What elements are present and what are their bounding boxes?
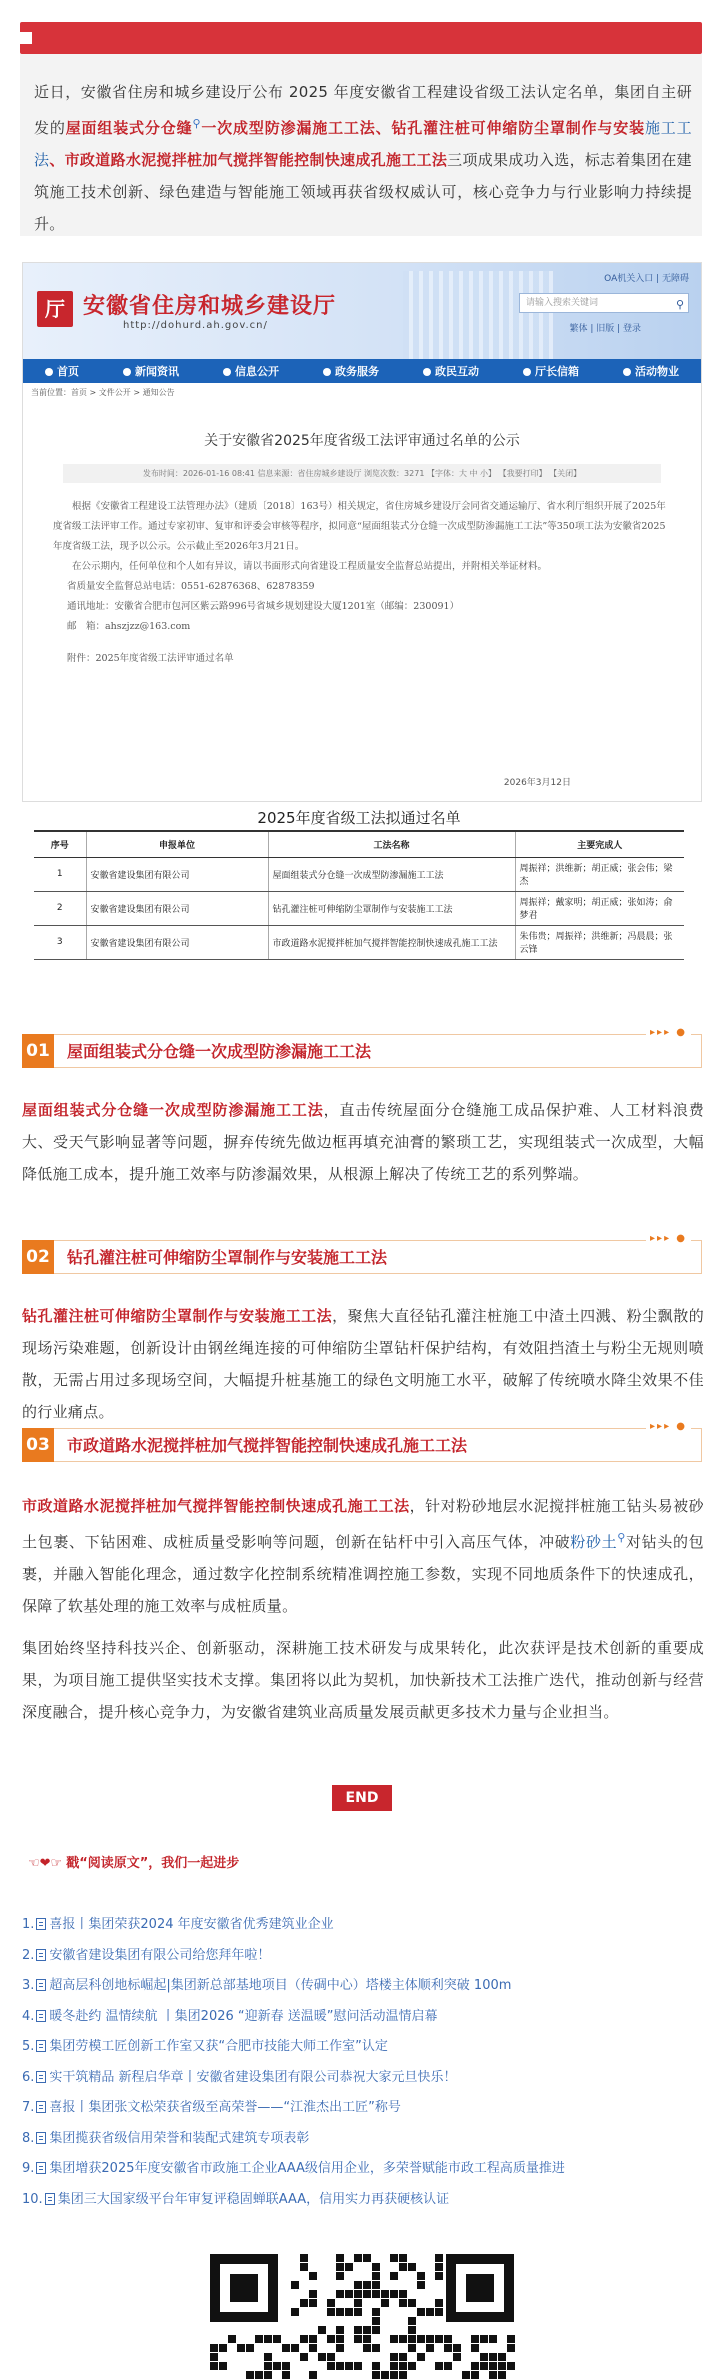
notice-title: 关于安徽省2025年度省级工法评审通过名单的公示	[204, 433, 520, 449]
section-lead: 屋面组装式分仓缝一次成型防渗漏施工工法	[22, 1101, 324, 1119]
document-icon	[45, 2193, 55, 2205]
qr-code-icon	[206, 2250, 518, 2380]
section-lead: 市政道路水泥搅拌桩加气搅拌智能控制快速成孔施工工法	[22, 1497, 410, 1515]
section-lead: 钻孔灌注桩可伸缩防尘罩制作与安装施工工法	[22, 1307, 333, 1325]
chevron-decoration-icon: ▸▸▸ ●	[646, 1421, 691, 1432]
document-icon	[36, 1918, 46, 1930]
nav-item-info[interactable]: 信息公开	[223, 363, 279, 379]
nav-dot-icon	[323, 368, 331, 376]
table-cell: 安徽省建设集团有限公司	[86, 891, 268, 925]
table-cell: 3	[34, 925, 86, 959]
document-icon	[36, 1979, 46, 1991]
table-row	[34, 891, 684, 925]
table-row	[34, 925, 684, 959]
site-url: http://dohurd.ah.gov.cn/	[123, 320, 268, 331]
intro-text-1: 近日，安徽省住房和城乡建设厅公布 2025 年度安徽省工程建设省级工法认定名单，集团自主研发的	[34, 83, 692, 137]
intro-sep-2: 、	[49, 151, 65, 169]
nav-item-services[interactable]: 政务服务	[323, 363, 379, 379]
closing-paragraph: 集团始终坚持科技兴企、创新驱动，深耕施工技术研发与成果转化，此次获评是技术创新的重要成果，为项目施工提供坚实技术支撑。集团将以此为契机，加快新技术工法推广迭代，推动创新与经营深度融合，提升核心竞争力，为安徽省建筑业高质量发展贡献更多技术力量与企业担当。	[22, 1639, 704, 1721]
list-item[interactable]: 5. 集团劳模工匠创新工作室又获“合肥市技能大师工作室”认定	[22, 2039, 388, 2054]
top-banner-marker	[20, 32, 32, 44]
intro-highlight-1: 屋面组装式分仓缝	[65, 119, 193, 137]
section-text: ，直击传统屋面分仓缝施工成品保护难、人工材料浪费大、受天气影响显著等问题，摒弃传统先做边框再填充油膏的繁琐工艺，实现组装式一次成型，大幅降低施工成本，提升施工效率与防渗漏效果，从根源上解决了传统工艺的系列弊端。	[22, 1101, 705, 1183]
list-item[interactable]: 9. 集团增获2025年度安徽省市政施工企业AAA级信用企业，多荣誉赋能市政工程高质量推进	[22, 2161, 565, 2176]
nav-dot-icon	[523, 368, 531, 376]
col-header: 序号	[34, 831, 86, 857]
site-search-input[interactable]	[519, 293, 689, 313]
search-icon[interactable]: ⚲	[192, 117, 201, 130]
intro-box	[20, 54, 702, 236]
col-header: 工法名称	[268, 831, 515, 857]
approved-list-title: 2025年度省级工法拟通过名单	[257, 809, 461, 827]
table-cell: 1	[34, 857, 86, 891]
list-item[interactable]: 1. 喜报丨集团荣获2024 年度安徽省优秀建筑业企业	[22, 1917, 334, 1932]
section-paragraph-03	[22, 1490, 704, 1622]
document-icon	[36, 1949, 46, 1961]
read-cta-text: 戳“阅读原文”，我们一起进步	[66, 1856, 240, 1871]
building-graphic	[403, 271, 553, 359]
table-cell: 钻孔灌注桩可伸缩防尘罩制作与安装施工工法	[268, 891, 515, 925]
site-top-links[interactable]: OA机关入口 | 无障碍	[604, 274, 689, 284]
section-header-03	[22, 1421, 702, 1462]
site-search-placeholder: 请输入搜索关键词	[526, 298, 599, 308]
section-text: ，聚焦大直径钻孔灌注桩施工中渣土四溅、粉尘飘散的现场污染难题，创新设计由钢丝绳连接的可伸缩防尘罩钻杆保护结构，有效阻挡渣土与粉尘无规则喷散，无需占用过多现场空间，大幅提升桩基施工的绿色文明施工水平，破解了传统喷水降尘效果不佳的行业痛点。	[22, 1307, 704, 1421]
col-header: 申报单位	[86, 831, 268, 857]
nav-dot-icon	[423, 368, 431, 376]
section-number: 01	[22, 1034, 54, 1068]
intro-highlight-3: 市政道路水泥搅拌桩加气搅拌智能控制快速成孔施工工法	[64, 151, 448, 169]
notice-contact-email: 邮 箱：ahszjzz@163.com	[67, 621, 191, 632]
section-number: 02	[22, 1240, 54, 1274]
list-item[interactable]: 2. 安徽省建设集团有限公司给您拜年啦！	[22, 1947, 271, 1963]
section-header-01	[22, 1027, 702, 1068]
section-number: 03	[22, 1428, 54, 1462]
nav-dot-icon	[223, 368, 231, 376]
read-original-cta[interactable]	[28, 1852, 239, 1871]
table-cell: 安徽省建设集团有限公司	[86, 857, 268, 891]
search-icon[interactable]: ⚲	[617, 1531, 626, 1544]
list-item[interactable]: 4. 暖冬赴约 温情续航 丨集团2026 “迎新春 送温暖”慰问活动温情启幕	[22, 2008, 438, 2024]
document-icon	[36, 2101, 46, 2113]
breadcrumb: 当前位置：首页 > 文件公开 > 通知公告	[31, 388, 175, 397]
intro-highlight-1b: 一次成型防渗漏施工工法	[200, 119, 376, 137]
notice-screenshot	[22, 262, 702, 802]
notice-paragraph-1: 根据《安徽省工程建设工法管理办法》（建质〔2018〕163号）相关规定，省住房城乡建设厅会同省交通运输厅、省水利厅组织开展了2025年度省级工法评审工作。通过专家初审、复审和评委会审核等程序，拟同意“屋面组装式分仓缝一次成型防渗漏施工工法”等350项工法为安徽省2025年度省级工法，现予以公示。公示截止至2026年3月21日。	[53, 501, 666, 552]
chevron-decoration-icon: ▸▸▸ ●	[646, 1233, 691, 1244]
section-paragraph-02	[22, 1300, 704, 1428]
table-cell: 市政道路水泥搅拌桩加气搅拌智能控制快速成孔施工工法	[268, 925, 515, 959]
list-item[interactable]: 6. 实干筑精品 新程启华章丨安徽省建设集团有限公司恭祝大家元旦快乐！	[22, 2069, 457, 2085]
nav-item-news[interactable]: 新闻资讯	[123, 363, 179, 379]
section-paragraph-01	[22, 1094, 704, 1190]
notice-date: 2026年3月12日	[503, 778, 571, 788]
document-icon	[36, 2071, 46, 2083]
col-header: 主要完成人	[515, 831, 684, 857]
section-title: 市政道路水泥搅拌桩加气搅拌智能控制快速成孔施工工法	[67, 1436, 468, 1455]
nav-dot-icon	[45, 368, 53, 376]
table-cell: 屋面组装式分仓缝一次成型防渗漏施工工法	[268, 857, 515, 891]
section-text: ，针对粉砂地层水泥搅拌桩施工钻头易被砂土包裹、下钻困难、成桩质量受影响等问题，创新在钻杆中引入高压气体，冲破	[22, 1497, 704, 1551]
section-title: 屋面组装式分仓缝一次成型防渗漏施工工法	[67, 1042, 372, 1061]
table-cell: 周振祥；戴家明；胡正威；张如涛；俞梦君	[515, 891, 684, 925]
approved-list	[34, 806, 684, 960]
intro-highlight-2: 钻孔灌注桩可伸缩防尘罩制作与安装	[391, 119, 645, 137]
document-icon	[36, 2040, 46, 2052]
nav-item-activities[interactable]: 活动物业	[623, 363, 679, 379]
intro-link-2b[interactable]: 施工工法	[34, 119, 692, 169]
search-icon[interactable]: ⚲	[675, 298, 684, 311]
approved-table	[34, 830, 684, 960]
site-title: 安徽省住房和城乡建设厅	[83, 294, 337, 319]
site-nav	[23, 359, 701, 383]
intro-text-2: 三项成果成功入选，标志着集团在建筑施工技术创新、绿色建造与智能施工领域再获省级权威认可，核心竞争力与行业影响力持续提升。	[34, 151, 692, 233]
nav-dot-icon	[123, 368, 131, 376]
table-header-row	[34, 831, 684, 857]
site-logo: 厅	[37, 291, 73, 327]
qr-code-image	[206, 2250, 518, 2380]
site-sub-links[interactable]: 繁体 | 旧版 | 登录	[569, 324, 641, 334]
notice-contact-phone: 省质量安全监督总站电话：0551-62876368、62878359	[67, 581, 315, 592]
top-banner-bar	[20, 22, 702, 54]
document-icon	[36, 2010, 46, 2022]
section-title: 钻孔灌注桩可伸缩防尘罩制作与安装施工工法	[67, 1248, 388, 1267]
intro-paragraph	[34, 76, 692, 240]
nav-dot-icon	[623, 368, 631, 376]
hand-heart-icon: ☜❤☞	[28, 1856, 63, 1871]
table-cell: 朱伟贵；周振祥；洪维新；冯晨晨；张云锋	[515, 925, 684, 959]
table-cell: 安徽省建设集团有限公司	[86, 925, 268, 959]
notice-attachment[interactable]: 附件：2025年度省级工法评审通过名单	[67, 653, 234, 664]
table-cell: 2	[34, 891, 86, 925]
document-icon	[36, 2132, 46, 2144]
intro-sep-1: 、	[375, 119, 392, 137]
nav-item-interaction[interactable]: 政民互动	[423, 363, 479, 379]
list-item[interactable]: 7. 喜报丨集团张文松荣获省级至高荣誉——“江淮杰出工匠”称号	[22, 2100, 401, 2115]
nav-item-mailbox[interactable]: 厅长信箱	[523, 363, 579, 379]
related-links-list	[22, 1910, 712, 2215]
notice-paragraph-2: 在公示期内，任何单位和个人如有异议，请以书面形式向省建设工程质量安全监督总站提出，并附相关举证材料。	[72, 561, 548, 572]
site-header	[23, 263, 701, 359]
section-text: 对钻头的包裹，并融入智能化理念，通过数字化控制系统精准调控施工参数，实现不同地质条件下的快速成孔，保障了软基处理的施工效率与成桩质量。	[22, 1533, 704, 1615]
list-item[interactable]: 10. 集团三大国家级平台年审复评稳固蝉联AAA，信用实力再获硬核认证	[22, 2191, 450, 2207]
table-row	[34, 857, 684, 891]
list-item[interactable]: 8. 集团揽获省级信用荣誉和装配式建筑专项表彰	[22, 2130, 310, 2146]
section-header-02	[22, 1233, 702, 1274]
end-badge: END	[332, 1785, 392, 1811]
notice-body	[53, 497, 671, 669]
chevron-decoration-icon: ▸▸▸ ●	[646, 1027, 691, 1038]
notice-meta: 发布时间：2026-01-16 08:41 信息来源：省住房城乡建设厅 浏览次数：3271 【字体：大 中 小】 【我要打印】 【关闭】	[63, 464, 661, 483]
table-cell: 周振祥；洪维新；胡正威；张会伟；梁杰	[515, 857, 684, 891]
keyword-link[interactable]: 粉砂土	[570, 1533, 618, 1551]
document-icon	[36, 2162, 46, 2174]
list-item[interactable]: 3. 超高层科创地标崛起|集团新总部基地项目（传碉中心）塔楼主体顺利突破 100m	[22, 1978, 512, 1993]
notice-contact-address: 通讯地址：安徽省合肥市包河区紫云路996号省城乡规划建设大厦1201室（邮编：230091）	[67, 601, 460, 612]
nav-item-home[interactable]: 首页	[45, 363, 79, 379]
